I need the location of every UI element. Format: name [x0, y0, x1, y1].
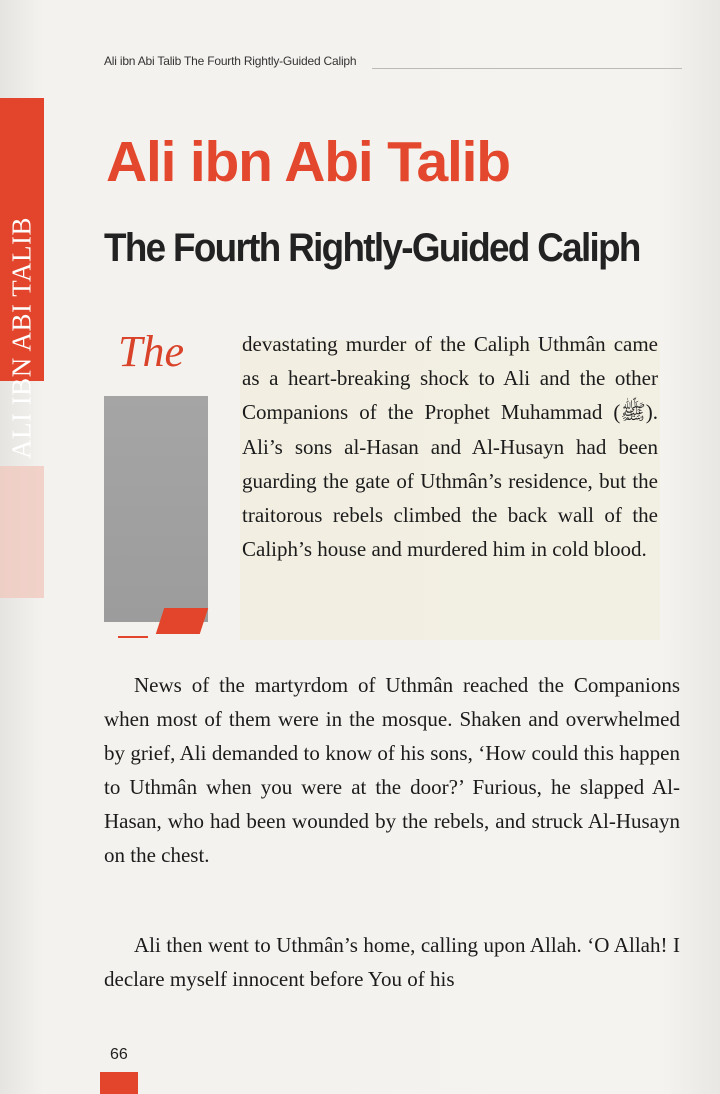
page-number: 66 — [110, 1046, 128, 1063]
chapter-side-tab — [0, 98, 44, 460]
paragraph-1: devastating murder of the Caliph Uthmân came as a heart-breaking shock to Ali and the other Companions of the Prophet Muhammad (ﷺ). Ali’s sons al-Hasan and Al-Husayn had been guarding the gate of Uthmân’s residence, but the traitorous rebels climbed the back wall of the Caliph’s house and murdered him in cold blood. — [242, 332, 658, 562]
side-tab-label: ALI IBN ABI TALIB — [6, 216, 37, 460]
header-rule — [372, 68, 682, 69]
chapter-title: Ali ibn Abi Talib — [106, 130, 510, 194]
drop-cap-rule — [118, 636, 148, 638]
page-number-tab — [100, 1072, 138, 1094]
drop-word: The — [118, 327, 184, 376]
paragraph-2: News of the martyrdom of Uthmân reached the Companions when most of them were in the mosque. Shaken and overwhelmed by grief, Ali demanded to know of his sons, ‘How could this happen to Uthmân when you were at the door?’ Furious, he slapped Al-Hasan, who had been wounded by the rebels, and struck Al-Husayn on the chest. — [104, 673, 680, 867]
chapter-subtitle: The Fourth Rightly-Guided Caliph — [104, 226, 640, 270]
running-header: Ali ibn Abi Talib The Fourth Rightly-Guided Caliph — [104, 54, 357, 68]
side-tab-faded — [0, 466, 44, 598]
paragraph-3: Ali then went to Uthmân’s home, calling upon Allah. ‘O Allah! I declare myself innocent before You of his — [104, 933, 680, 991]
drop-cap-accent — [156, 608, 208, 634]
drop-cap-block — [104, 396, 208, 622]
